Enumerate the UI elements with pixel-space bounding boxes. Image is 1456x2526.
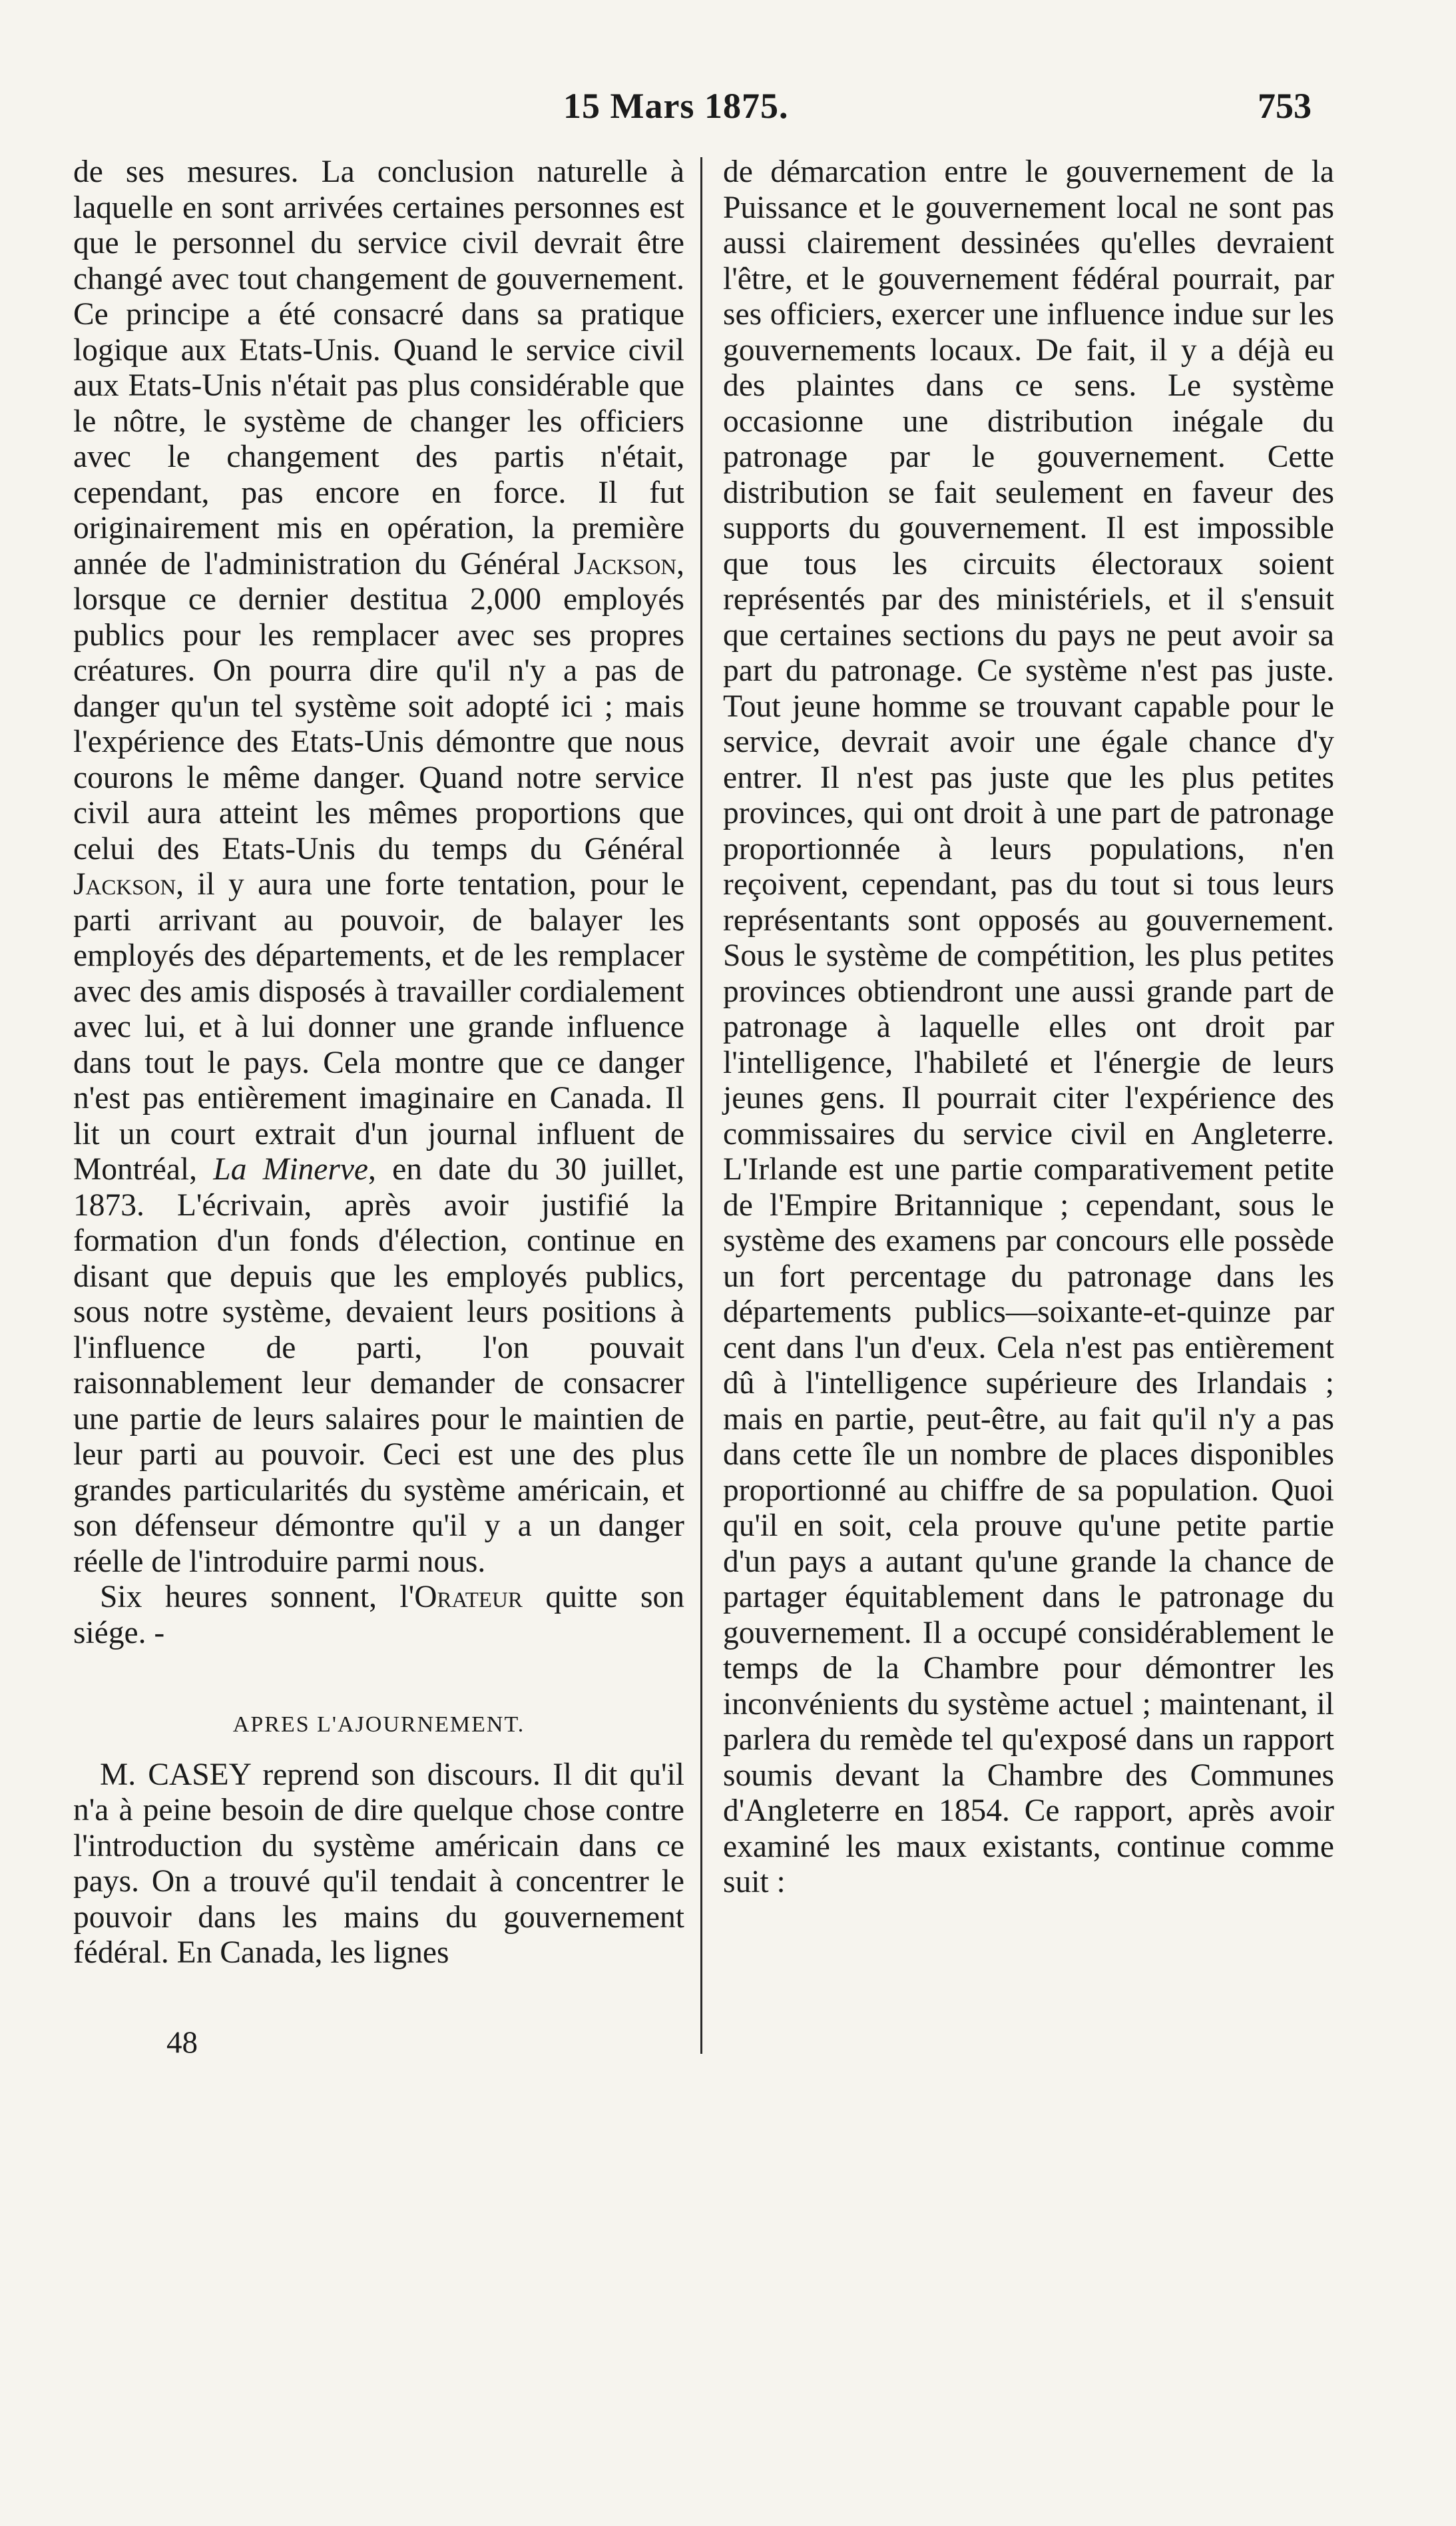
paragraph-six-heures: Six heures sonnent, l'Orateur quitte son siége. - bbox=[73, 1580, 684, 1650]
name-jackson: Jackson bbox=[73, 867, 176, 902]
page-header bbox=[0, 85, 1456, 132]
paragraph-service-civil: de ses mesures. La conclusion naturelle à laquelle en sont arrivées certaines personnes est que le personnel du service civil devrait être changé avec tout changement de gouvernement. Ce principe a été consacré dans sa pratique logique aux Etats-Unis. Quand le service civil aux Etats-Unis n'était pas plus considérable que le nôtre, le système de changer les officiers avec le changement des partis n'était, cependant, pas encore en force. Il fut originairement mis en opération, la première année de l'administration du Général Jackson, lorsque ce dernier destitua 2,000 employés publics pour les remplacer avec ses propres créatures. On pourra dire qu'il n'y a pas de danger qu'un tel système soit adopté ici ; mais l'expérience des Etats-Unis démontre que nous courons le même danger. Quand notre service civil aura atteint les mêmes proportions que celui des Etats-Unis du temps du Général Jackson, il y aura une forte tentation, pour le parti arrivant au pouvoir, de balayer les employés des départements, et de les remplacer avec des amis disposés à travailler cordialement avec lui, et à lui donner une grande influence dans tout le pays. Cela montre que ce danger n'est pas entièrement imaginaire en Canada. Il lit un court extrait d'un journal influent de Montréal, La Minerve, en date du 30 juillet, 1873. L'écrivain, après avoir justifié la formation d'un fonds d'élection, continue en disant que depuis que les employés publics, sous notre système, devaient leurs positions à l'influence de parti, l'on pouvait raisonnablement leur demander de consacrer une partie de leurs salaires pour le maintien de leur parti au pouvoir. Ceci est une des plus grandes particularités du système américain, et son défenseur démontre qu'il y a un danger réelle de l'introduire parmi nous. bbox=[73, 155, 685, 1579]
paragraph-casey: M. CASEY reprend son discours. Il dit qu'il n'a à peine besoin de dire quelque chose contre l'introduction du système américain dans ce pays. On a trouvé qu'il tendait à concentrer le pouvoir dans les mains du gouvernement fédéral. En Canada, les lignes bbox=[73, 1757, 684, 1970]
name-jackson: Jackson bbox=[573, 546, 677, 581]
signature-mark: 48 bbox=[166, 2025, 198, 2060]
header-date: 15 Mars 1875. bbox=[563, 86, 789, 126]
title-orateur: Orateur bbox=[414, 1580, 523, 1614]
header-page-number: 753 bbox=[1258, 86, 1312, 126]
paragraph-patronage: de démarcation entre le gouvernement de la Puissance et le gouvernement local ne sont pas aussi clairement dessinées qu'elles devraient l'être, et le gouvernement fédéral pourrait, par ses officiers, exercer une influence indue sur les gouvernements locaux. De fait, il y a déjà eu des plaintes dans ce sens. Le système occasionne une distribution inégale du patronage par le gouvernement. Cette distribution se fait seulement en faveur des supports du gouvernement. Il est impossible que tous les circuits électoraux soient représentés par des ministériels, et il s'ensuit que certaines sections du pays ne peut avoir sa part du patronage. Ce système n'est pas juste. Tout jeune homme se trouvant capable pour le service, devrait avoir une égale chance d'y entrer. Il n'est pas juste que les plus petites provinces, qui ont droit à une part de patronage proportionnée à leurs populations, n'en reçoivent, cependant, pas du tout si tous leurs représentants sont opposés au gouvernement. Sous le système de compétition, les plus petites provinces obtiendront une aussi grande part de patronage à laquelle elles ont droit par l'intelligence, l'habileté et l'énergie de leurs jeunes gens. Il pourrait citer l'expérience des commissaires du service civil en Angleterre. L'Irlande est une partie comparativement petite de l'Empire Britannique ; cependant, sous le système des examens par concours elle possède un fort percentage du patronage dans les départements publics—soixante-et-quinze par cent dans l'un d'eux. Cela n'est pas entièrement dû à l'intelligence supérieure des Irlandais ; mais en partie, peut-être, au fait qu'il n'y a pas dans cette île un nombre de places disponibles proportionné au chiffre de sa population. Quoi qu'il en soit, cela prouve qu'une petite partie d'un pays a autant qu'une grande la chance de partager équitablement dans le patronage du gouvernement. Il a occupé considérablement le temps de la Chambre pour démontrer les inconvénients du système actuel ; maintenant, il parlera du remède tel qu'exposé dans un rapport soumis devant la Chambre des Communes d'Angleterre en 1854. Ce rapport, après avoir examiné les maux existants, continue comme suit : bbox=[723, 155, 1334, 1899]
section-heading: APRES L'AJOURNEMENT. bbox=[232, 1712, 525, 1737]
left-column bbox=[73, 155, 684, 1971]
right-column bbox=[723, 155, 1334, 1901]
column-divider bbox=[700, 157, 702, 2054]
newspaper-title: La Minerve bbox=[213, 1152, 369, 1187]
